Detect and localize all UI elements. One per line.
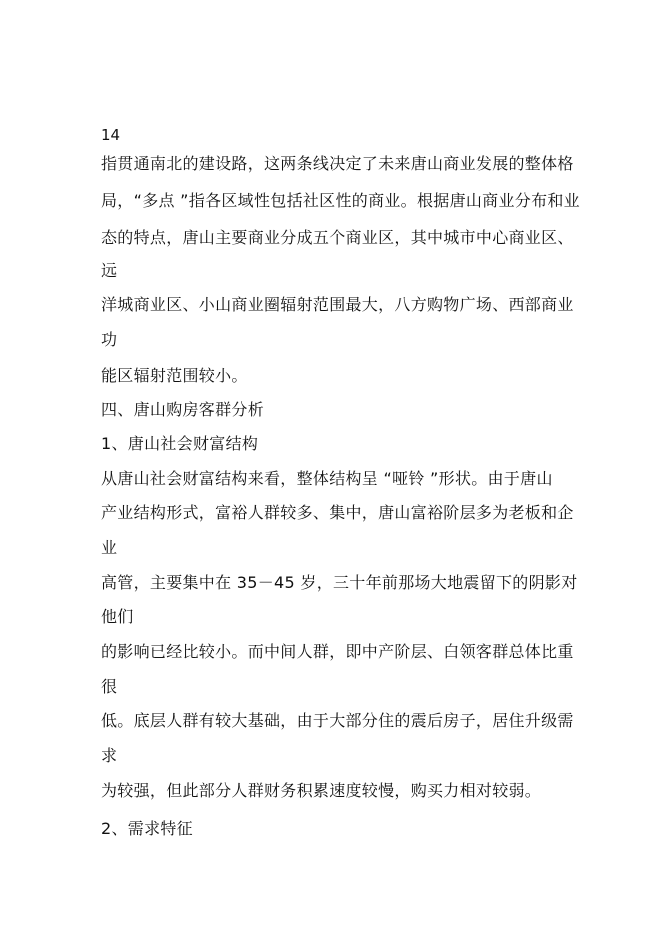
text-line: 求: [101, 746, 118, 765]
text-line: 洋城商业区、小山商业圈辐射范围最大，八方购物广场、西部商业: [101, 295, 574, 314]
text-line: 能区辐射范围较小。: [101, 366, 248, 385]
text-line: 为较强，但此部分人群财务积累速度较慢，购买力相对较弱。: [101, 781, 542, 800]
text-line: 业: [101, 538, 118, 557]
subsection-heading: 2、需求特征: [101, 819, 193, 838]
page-number: 14: [101, 126, 121, 144]
text-line: 高管，主要集中在 35－45 岁，三十年前那场大地震留下的阴影对: [101, 573, 578, 592]
text-line: 产业结构形式，富裕人群较多、集中，唐山富裕阶层多为老板和企: [101, 503, 574, 522]
text-line: 态的特点，唐山主要商业分成五个商业区，其中城市中心商业区、: [101, 228, 574, 247]
text-line: 低。底层人群有较大基础，由于大部分住的震后房子，居住升级需: [101, 711, 574, 730]
subsection-heading: 1、唐山社会财富结构: [101, 434, 259, 453]
text-line: 功: [101, 330, 118, 349]
text-line: 很: [101, 677, 118, 696]
text-line: 指贯通南北的建设路，这两条线决定了未来唐山商业发展的整体格: [101, 154, 574, 173]
text-line: 局，“多点 ”指各区域性包括社区性的商业。根据唐山商业分布和业: [101, 191, 580, 210]
section-heading: 四、唐山购房客群分析: [101, 400, 265, 419]
text-line: 远: [101, 261, 118, 280]
text-line: 他们: [101, 607, 134, 626]
text-line: 的影响已经比较小。而中间人群，即中产阶层、白领客群总体比重: [101, 642, 574, 661]
text-line: 从唐山社会财富结构来看，整体结构呈 “哑铃 ”形状。由于唐山: [101, 469, 553, 488]
